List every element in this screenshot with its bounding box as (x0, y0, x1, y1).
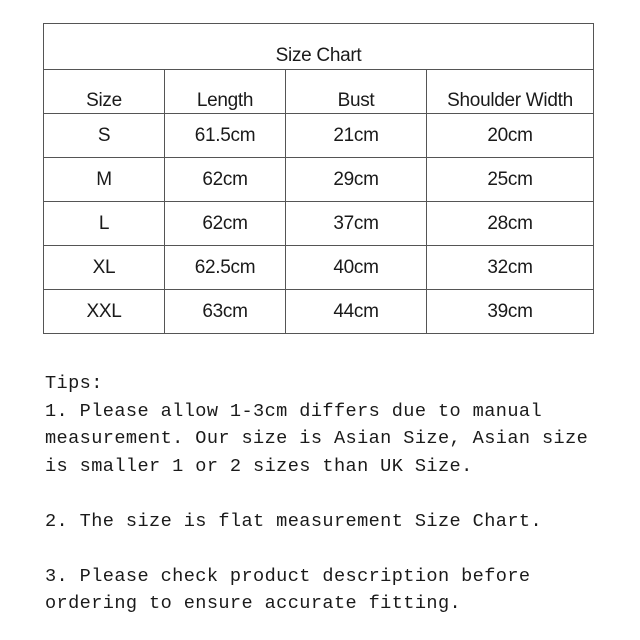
cell-shoulder-width: 39cm (427, 290, 594, 334)
tip-1-line-1: 1. Please allow 1-3cm differs due to manual (45, 400, 542, 422)
cell-bust: 37cm (286, 202, 427, 246)
cell-length: 63cm (165, 290, 286, 334)
table-row (44, 290, 594, 334)
tip-3-line-1: 3. Please check product description before (45, 565, 531, 587)
column-header-shoulder-width: Shoulder Width (427, 70, 594, 114)
cell-bust: 29cm (286, 158, 427, 202)
cell-size: S (44, 114, 165, 158)
table-row (44, 202, 594, 246)
tip-1-line-3: is smaller 1 or 2 sizes than UK Size. (45, 455, 473, 477)
table-header-row (44, 70, 594, 114)
cell-shoulder-width: 32cm (427, 246, 594, 290)
table-title-row (44, 24, 594, 70)
cell-shoulder-width: 28cm (427, 202, 594, 246)
cell-size: XXL (44, 290, 165, 334)
column-header-length: Length (165, 70, 286, 114)
column-header-bust: Bust (286, 70, 427, 114)
tip-3-line-2: ordering to ensure accurate fitting. (45, 593, 462, 614)
cell-shoulder-width: 25cm (427, 158, 594, 202)
tips-section (45, 370, 635, 618)
cell-size: XL (44, 246, 165, 290)
cell-size: M (44, 158, 165, 202)
column-header-size: Size (44, 70, 165, 114)
table-row (44, 246, 594, 290)
cell-length: 62cm (165, 202, 286, 246)
cell-bust: 44cm (286, 290, 427, 334)
table-title: Size Chart (44, 24, 594, 70)
cell-bust: 21cm (286, 114, 427, 158)
spacer (45, 480, 635, 508)
cell-size: L (44, 202, 165, 246)
tip-1-line-2: measurement. Our size is Asian Size, Asian size (45, 428, 589, 449)
cell-bust: 40cm (286, 246, 427, 290)
tip-2: 2. The size is flat measurement Size Chart. (45, 510, 542, 532)
table-row (44, 114, 594, 158)
size-chart-table (43, 23, 594, 334)
table-row (44, 158, 594, 202)
cell-length: 61.5cm (165, 114, 286, 158)
tips-heading: Tips: (45, 373, 103, 394)
cell-shoulder-width: 20cm (427, 114, 594, 158)
cell-length: 62cm (165, 158, 286, 202)
spacer (45, 535, 635, 563)
cell-length: 62.5cm (165, 246, 286, 290)
